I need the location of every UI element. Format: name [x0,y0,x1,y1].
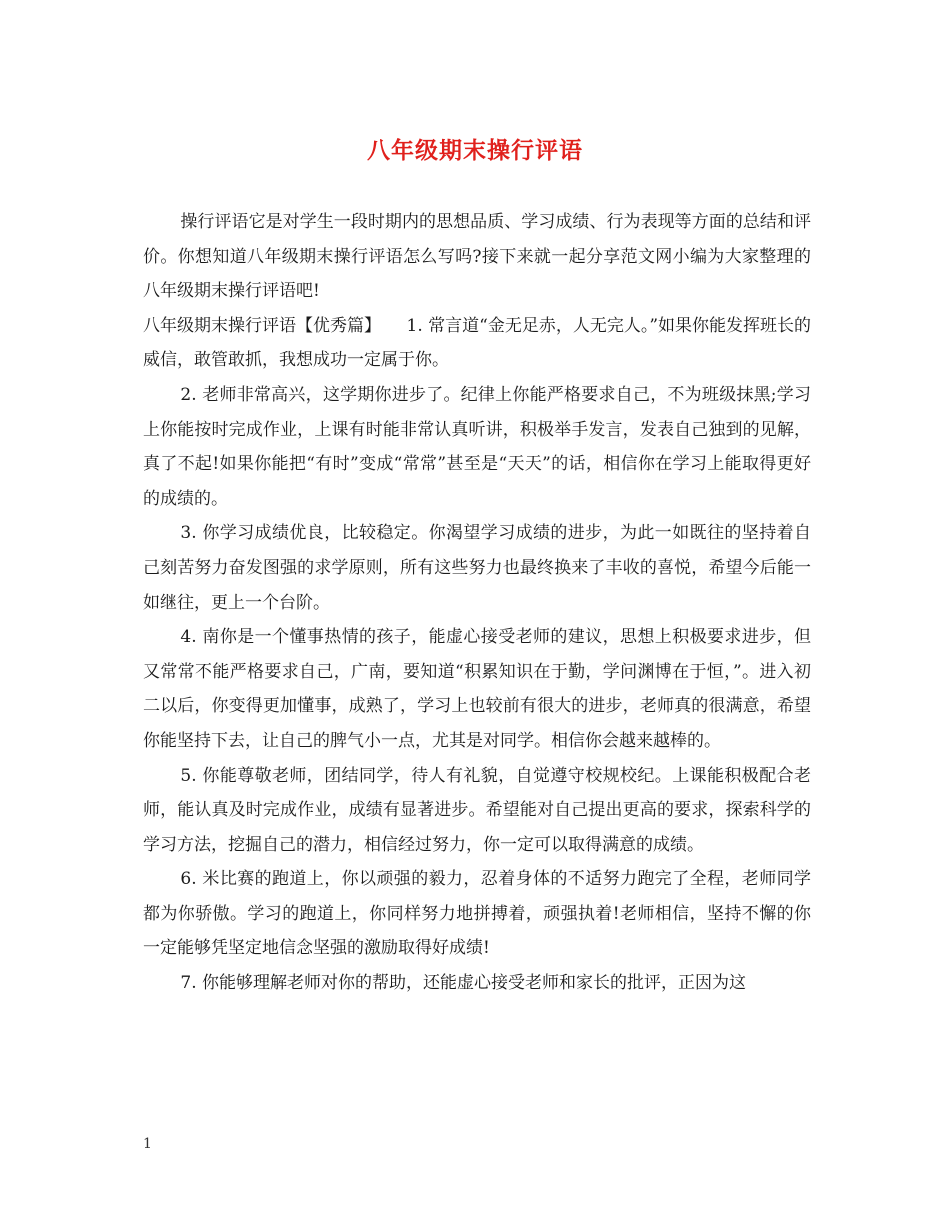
paragraph-item-4: 4. 南你是一个懂事热情的孩子，能虚心接受老师的建议，思想上积极要求进步，但又常常不能严格要求自己，广南，要知道“积累知识在于勤，学问渊博在于恒，”。进入初二以后，你变得更加懂事，成熟了，学习上也较前有很大的进步，老师真的很满意，希望你能坚持下去，让自己的脾气小一点，尤其是对同学。相信你会越来越棒的。 [143,627,811,751]
page-number: 1 [143,1136,152,1152]
paragraph-item-5: 5. 你能尊敬老师，团结同学，待人有礼貌，自觉遵守校规校纪。上课能积极配合老师，能认真及时完成作业，成绩有显著进步。希望能对自己提出更高的要求，探索科学的学习方法，挖掘自己的潜力，相信经过努力，你一定可以取得满意的成绩。 [143,765,811,855]
document-title: 八年级期末操行评语 [367,137,583,164]
paragraph-item-2: 2. 老师非常高兴，这学期你进步了。纪律上你能严格要求自己，不为班级抹黑;学习上你能按时完成作业，上课有时能非常认真听讲，积极举手发言，发表自己独到的见解，真了不起!如果你能把“有时”变成“常常”甚至是“天天”的话，相信你在学习上能取得更好的成绩的。 [143,384,811,509]
paragraph-intro: 操行评语它是对学生一段时期内的思想品质、学习成绩、行为表现等方面的总结和评价。你想知道八年级期末操行评语怎么写吗?接下来就一起分享范文网小编为大家整理的八年级期末操行评语吧! [143,212,811,302]
paragraph-item-6: 6. 米比赛的跑道上，你以顽强的毅力，忍着身体的不适努力跑完了全程，老师同学都为你骄傲。学习的跑道上，你同样努力地拼搏着，顽强执着!老师相信，坚持不懈的你一定能够凭坚定地信念坚强的激励取得好成绩! [143,869,811,959]
paragraph-item-7: 7. 你能够理解老师对你的帮助，还能虚心接受老师和家长的批评，正因为这 [180,973,747,994]
document-body [143,205,811,1001]
paragraph-section-heading-item-1: 八年级期末操行评语【优秀篇】 1. 常言道“金无足赤，人无完人。”如果你能发挥班长的威信，敢管敢抓，我想成功一定属于你。 [143,315,812,371]
paragraph-item-3: 3. 你学习成绩优良，比较稳定。你渴望学习成绩的进步，为此一如既往的坚持着自己刻苦努力奋发图强的求学原则，所有这些努力也最终换来了丰收的喜悦，希望今后能一如继往，更上一个台阶。 [143,523,811,613]
